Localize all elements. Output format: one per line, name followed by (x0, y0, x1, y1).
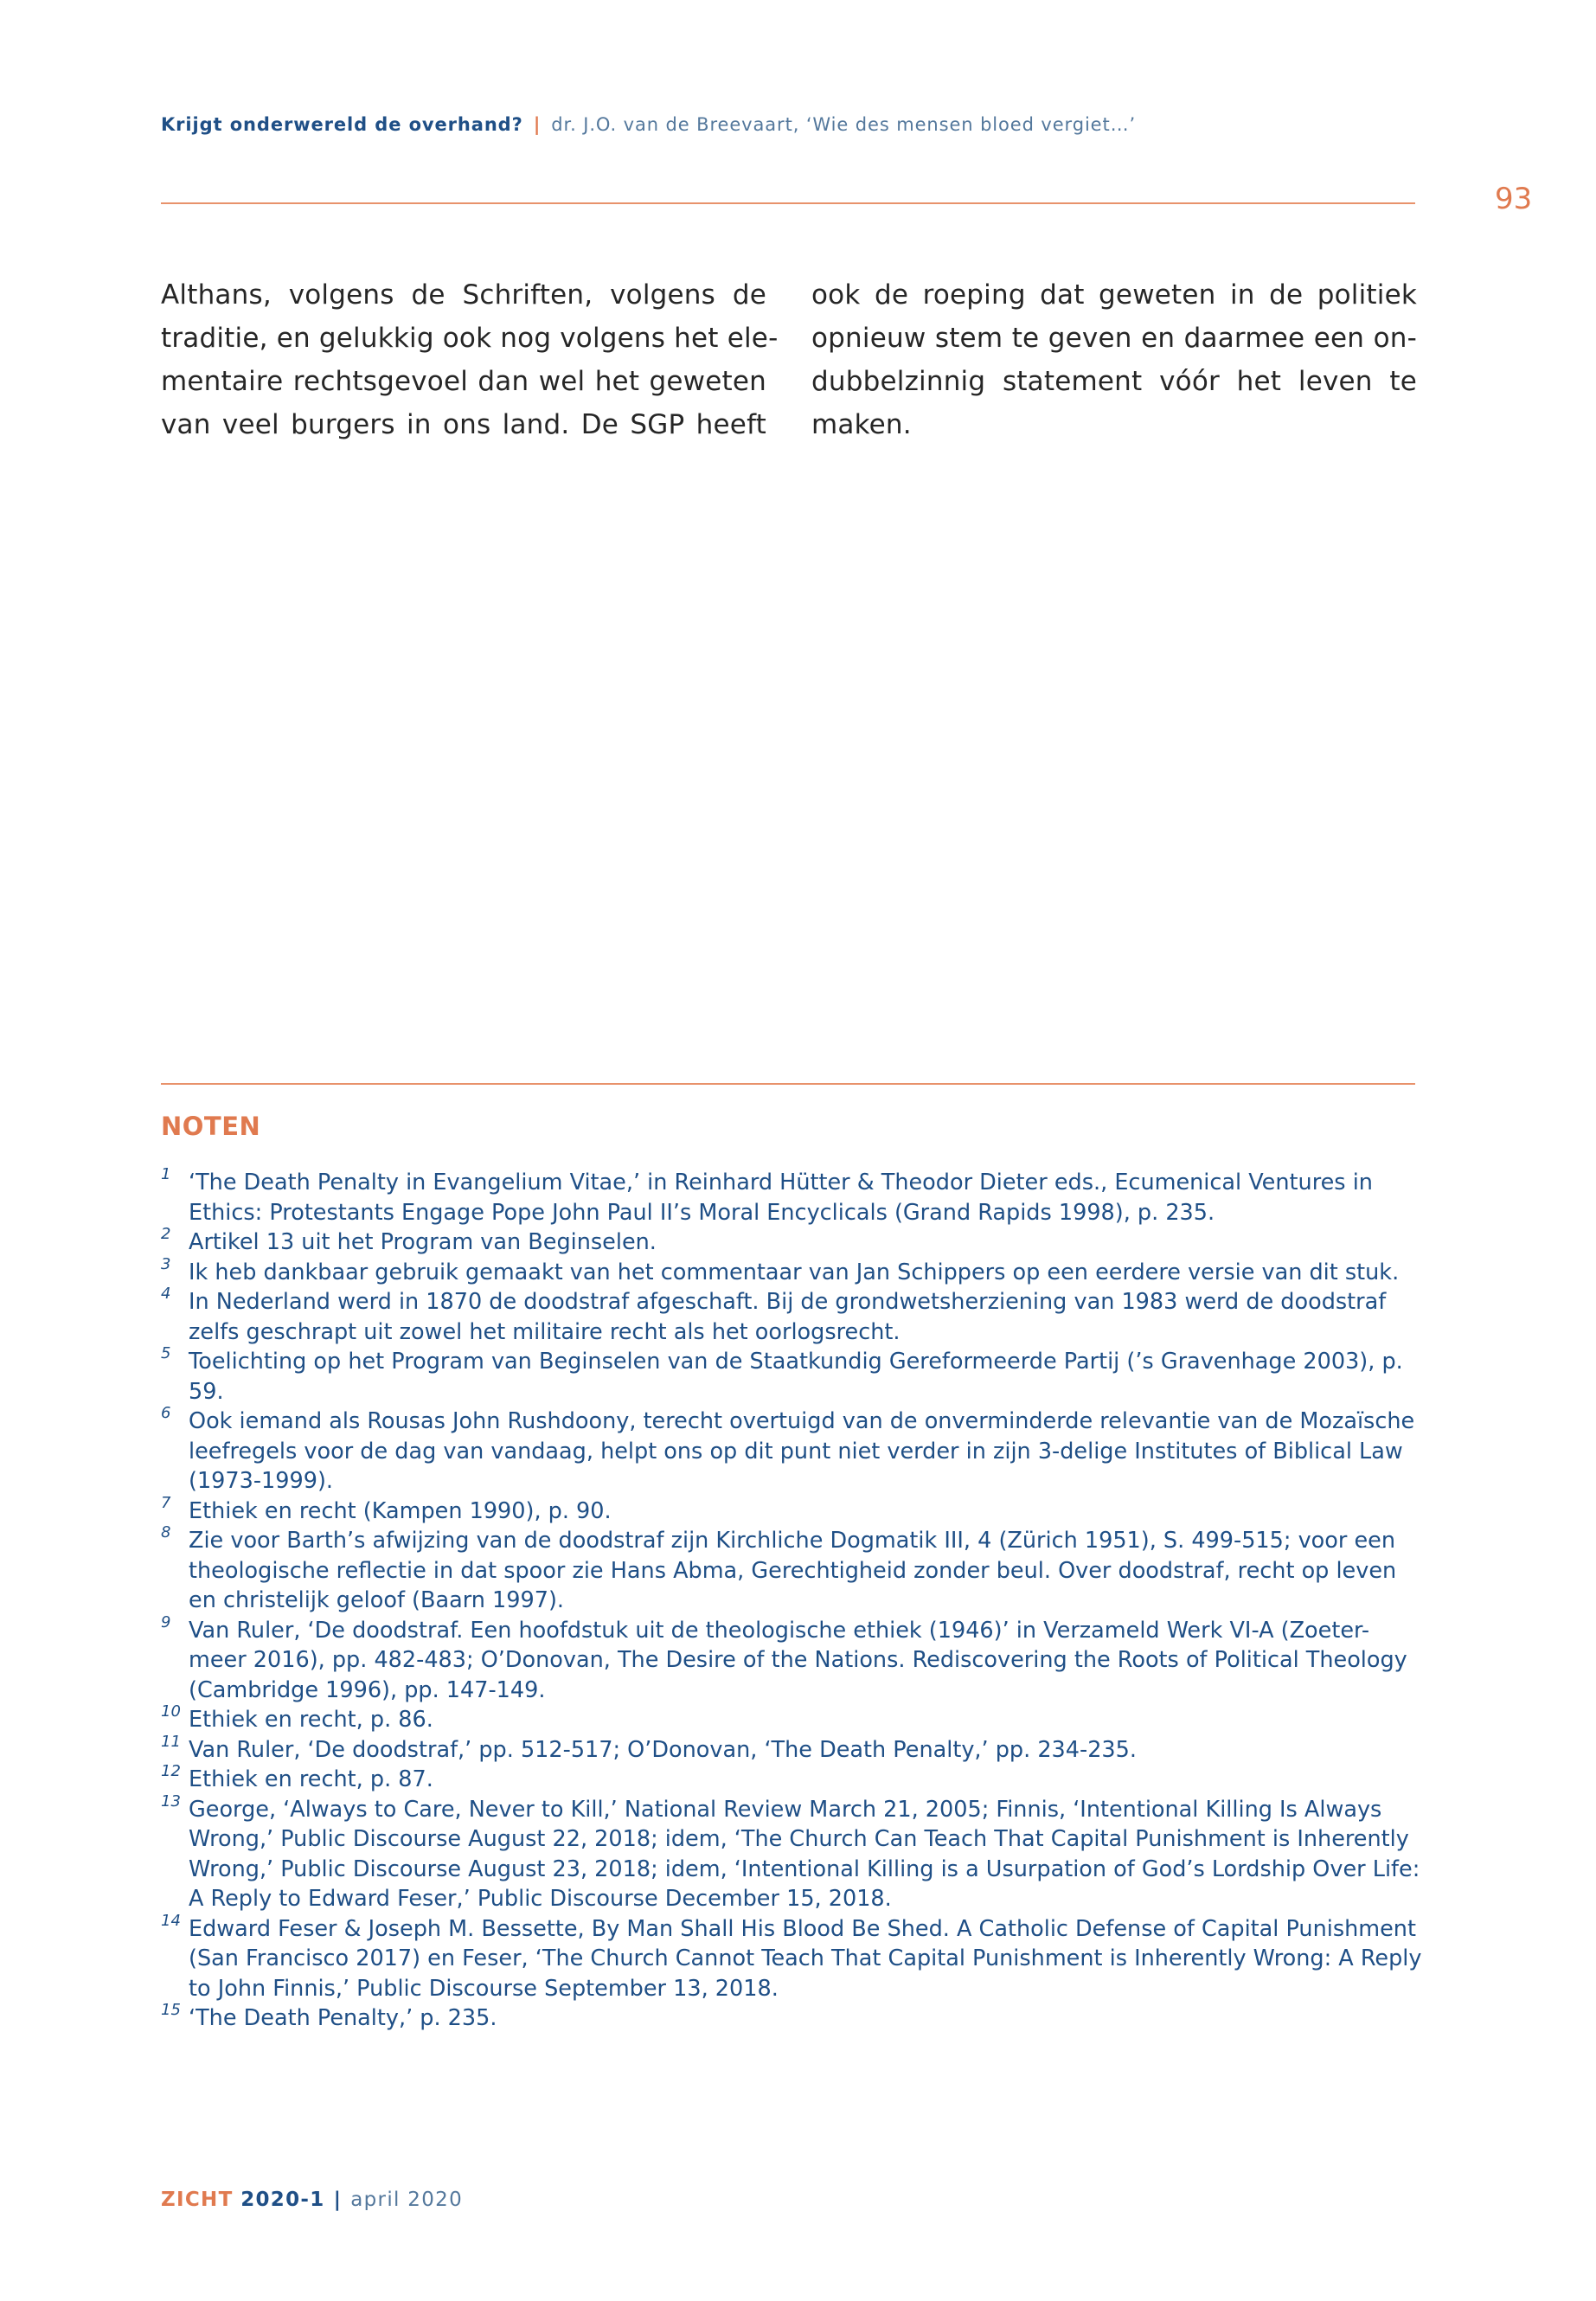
footnote (161, 1227, 1424, 1258)
footnote (161, 1702, 1424, 1735)
body-line: Althans, volgens de Schriften, volgens de (161, 279, 766, 311)
footnote-text: ‘The Death Penalty,’ p. 235. (189, 2005, 497, 2031)
footer-issue: 2020-1 (240, 2189, 325, 2211)
body-right-column (811, 273, 1417, 446)
footnote (161, 1344, 1424, 1407)
footnote-text: Ik heb dankbaar gebruik gemaakt van het commentaar van Jan Schippers op een eerdere versie van dit stuk. (189, 1259, 1400, 1285)
footnote-text: Ook iemand als Rousas John Rushdoony, terecht overtuigd van de onverminderde relevantie van de Mozaïsche leefregels voor de dag van vandaag, helpt ons op dit punt niet verder in zijn 3-delige Institutes of Biblical Law (1973-1999). (189, 1408, 1415, 1494)
body-line: maken. (811, 409, 912, 440)
footnote-number: 5 (161, 1344, 171, 1362)
footnote (161, 1911, 1424, 2004)
footnote-number: 7 (161, 1493, 171, 1512)
page-number: 93 (1495, 182, 1533, 216)
footnote-text: Edward Feser & Joseph M. Bessette, By Man Shall His Blood Be Shed. A Catholic Defense of Capital Punishment (San Francisco 2017) en Feser, ‘The Church Cannot Teach That Capital Punishment is Inherently Wrong: A Reply to John Finnis,’ Public Discourse September 13, 2018. (189, 1915, 1422, 2002)
footnote-number: 4 (161, 1285, 171, 1303)
body-line: dubbelzinnig statement vóór het leven te (811, 366, 1417, 397)
footnote (161, 1493, 1424, 1527)
footnote (161, 1762, 1424, 1795)
notes-heading: NOTEN (161, 1112, 261, 1141)
footnote-number: 3 (161, 1254, 171, 1273)
footnote-text: ‘The Death Penalty in Evangelium Vitae,’ in Reinhard Hütter & Theodor Dieter eds., Ecumenical Ventures in Ethics: Protestants Engage Pope John Paul II’s Moral Encyclicals (Grand Rapids 1998), p. 235. (189, 1170, 1373, 1226)
footnotes-list (161, 1165, 1424, 2034)
footnote-number: 14 (161, 1911, 181, 1930)
body-line: van veel burgers in ons land. De SGP heeft (161, 409, 766, 440)
footnote-number: 2 (161, 1225, 171, 1243)
body-line: mentaire rechtsgevoel dan wel het geweten (161, 366, 766, 397)
footnote-text: Van Ruler, ‘De doodstraf,’ pp. 512-517; O’Donovan, ‘The Death Penalty,’ pp. 234-235. (189, 1736, 1137, 1763)
footnote-text: Ethiek en recht, p. 86. (189, 1707, 433, 1733)
body-line: ook de roeping dat geweten in de politiek (811, 279, 1417, 311)
footnote (161, 1254, 1424, 1288)
body-line: traditie, en gelukkig ook nog volgens het ele- (161, 323, 779, 354)
footnote (161, 1287, 1424, 1347)
footnote-text: Zie voor Barth’s afwijzing van de doodstraf zijn Kirchliche Dogmatik III, 4 (Zürich 1951), S. 499-515; voor een theologische reflectie in dat spoor zie Hans Abma, Gerechtigheid zonder beul. Over doodstraf, recht op leven en christelijk geloof (Baarn 1997). (189, 1528, 1397, 1613)
footnote-number: 12 (161, 1762, 181, 1780)
footnote-number: 8 (161, 1523, 171, 1541)
header-separator: | (533, 114, 542, 135)
footnote-number: 11 (161, 1732, 181, 1751)
footnote-number: 10 (161, 1702, 181, 1721)
footnote-text: Artikel 13 uit het Program van Beginselen. (189, 1229, 657, 1255)
footer-brand: ZICHT (161, 2189, 234, 2211)
footnote-text: Toelichting op het Program van Beginselen van de Staatkundig Gereformeerde Partij (’s Gravenhage 2003), p. 59. (189, 1349, 1403, 1405)
footnote-text: In Nederland werd in 1870 de doodstraf afgeschaft. Bij de grondwetsherziening van 1983 werd de doodstraf zelfs geschrapt uit zowel het militaire recht als het oorlogsrecht. (189, 1289, 1387, 1345)
footnote-text: Ethiek en recht, p. 87. (189, 1766, 433, 1792)
footnote (161, 1732, 1424, 1766)
footnote-number: 13 (161, 1791, 181, 1811)
page-footer (161, 2189, 463, 2211)
footnote-text: George, ‘Always to Care, Never to Kill,’ National Review March 21, 2005; Finnis, ‘Intentional Killing Is Always Wrong,’ Public Discourse August 22, 2018; idem, ‘The Church Can Teach That Capital Punishment is Inherently Wrong,’ Public Discourse August 23, 2018; idem, ‘Intentional Killing is a Usurpation of God’s Lordship Over Life: A Reply to Edward Feser,’ Public Discourse December 15, 2018. (189, 1796, 1420, 1912)
footnote (161, 1791, 1424, 1914)
footnote (161, 2003, 1424, 2034)
footnote-number: 15 (161, 2001, 181, 2019)
footnote (161, 1612, 1424, 1706)
footnote-text: Van Ruler, ‘De doodstraf. Een hoofdstuk uit de theologische ethiek (1946)’ in Verzameld Werk VI-A (Zoeter-meer 2016), pp. 482-483; O’Donovan, The Desire of the Nations. Rediscovering the Roots of Political Theology (Cambridge 1996), pp. 147-149. (189, 1617, 1407, 1703)
notes-rule (161, 1083, 1415, 1085)
header-rule (161, 202, 1415, 204)
footnote (161, 1165, 1424, 1227)
footnote (161, 1523, 1424, 1616)
footnote-number: 1 (161, 1165, 171, 1183)
header-subtitle: dr. J.O. van de Breevaart, ‘Wie des mensen bloed vergiet…’ (551, 114, 1137, 135)
footnote-number: 9 (161, 1612, 171, 1631)
footer-separator: | (333, 2189, 343, 2211)
body-left-column (161, 273, 779, 446)
footer-date: april 2020 (350, 2189, 464, 2211)
footnote-number: 6 (161, 1404, 171, 1422)
footnote-text: Ethiek en recht (Kampen 1990), p. 90. (189, 1497, 612, 1524)
body-line: opnieuw stem te geven en daarmee een on- (811, 323, 1417, 354)
header-title: Krijgt onderwereld de overhand? (161, 114, 523, 135)
footnote (161, 1404, 1424, 1497)
running-header (161, 114, 1415, 135)
